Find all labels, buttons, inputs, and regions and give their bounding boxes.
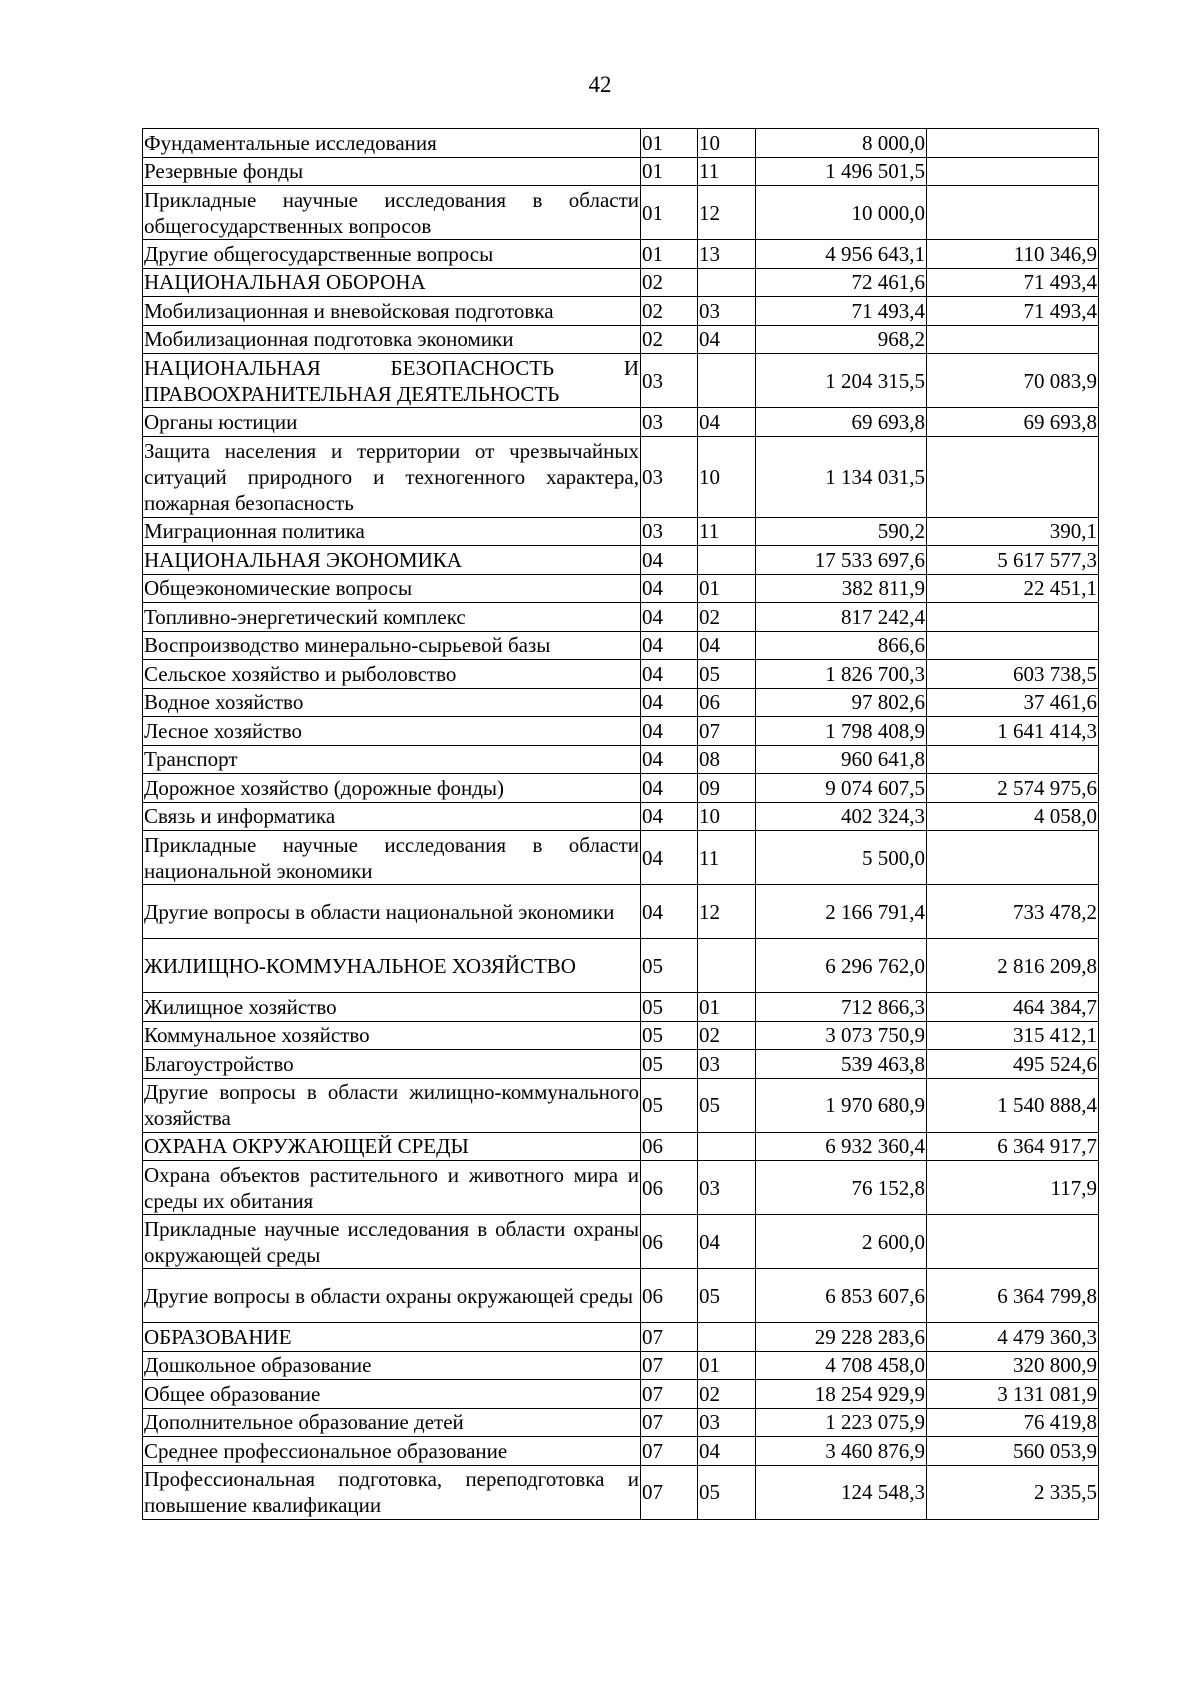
row-name-cell: Благоустройство — [143, 1050, 641, 1079]
section-code-cell: 07 — [641, 1380, 698, 1409]
subsection-code-cell: 04 — [698, 325, 756, 354]
section-code-cell: 03 — [641, 354, 698, 408]
section-code-cell: 01 — [641, 240, 698, 269]
sub-amount-cell: 320 800,9 — [927, 1351, 1099, 1380]
total-amount-cell: 9 074 607,5 — [756, 774, 927, 803]
table-row — [143, 1351, 1099, 1380]
subsection-code-cell: 10 — [698, 129, 756, 158]
section-code-cell: 06 — [641, 1269, 698, 1323]
subsection-code-cell: 05 — [698, 1269, 756, 1323]
section-code-cell: 01 — [641, 129, 698, 158]
section-code-cell: 06 — [641, 1161, 698, 1215]
row-name-cell: Защита населения и территории от чрезвычайных ситуаций природного и техногенного характера, пожарная безопасность — [143, 436, 641, 517]
subsection-code-cell: 10 — [698, 436, 756, 517]
subsection-code-cell: 03 — [698, 1050, 756, 1079]
table-row — [143, 688, 1099, 717]
total-amount-cell: 866,6 — [756, 631, 927, 660]
table-row — [143, 546, 1099, 575]
total-amount-cell: 124 548,3 — [756, 1465, 927, 1519]
total-amount-cell: 10 000,0 — [756, 186, 927, 240]
total-amount-cell: 97 802,6 — [756, 688, 927, 717]
table-row — [143, 1408, 1099, 1437]
section-code-cell: 06 — [641, 1215, 698, 1269]
total-amount-cell: 2 600,0 — [756, 1215, 927, 1269]
table-row — [143, 631, 1099, 660]
sub-amount-cell: 733 478,2 — [927, 885, 1099, 939]
row-name-cell: ЖИЛИЩНО-КОММУНАЛЬНОЕ ХОЗЯЙСТВО — [143, 939, 641, 993]
row-name-cell: Водное хозяйство — [143, 688, 641, 717]
sub-amount-cell: 603 738,5 — [927, 660, 1099, 689]
section-code-cell: 07 — [641, 1408, 698, 1437]
table-row — [143, 240, 1099, 269]
subsection-code-cell: 06 — [698, 688, 756, 717]
sub-amount-cell — [927, 325, 1099, 354]
total-amount-cell: 6 296 762,0 — [756, 939, 927, 993]
total-amount-cell: 6 853 607,6 — [756, 1269, 927, 1323]
sub-amount-cell: 110 346,9 — [927, 240, 1099, 269]
sub-amount-cell: 315 412,1 — [927, 1021, 1099, 1050]
table-row — [143, 660, 1099, 689]
subsection-code-cell — [698, 939, 756, 993]
row-name-cell: Сельское хозяйство и рыболовство — [143, 660, 641, 689]
table-row — [143, 297, 1099, 326]
sub-amount-cell: 560 053,9 — [927, 1437, 1099, 1466]
table-row — [143, 1380, 1099, 1409]
sub-amount-cell — [927, 1215, 1099, 1269]
sub-amount-cell — [927, 745, 1099, 774]
row-name-cell: Связь и информатика — [143, 802, 641, 831]
row-name-cell: Профессиональная подготовка, переподготовка и повышение квалификации — [144, 1467, 639, 1517]
row-name-cell: Фундаментальные исследования — [143, 129, 641, 158]
row-name-cell: Органы юстиции — [143, 408, 641, 437]
total-amount-cell: 4 956 643,1 — [756, 240, 927, 269]
sub-amount-cell: 69 693,8 — [927, 408, 1099, 437]
table-row — [143, 354, 1099, 408]
table-row — [143, 1050, 1099, 1079]
total-amount-cell: 71 493,4 — [756, 297, 927, 326]
section-code-cell: 07 — [641, 1437, 698, 1466]
subsection-code-cell: 10 — [698, 802, 756, 831]
section-code-cell: 04 — [641, 660, 698, 689]
total-amount-cell: 960 641,8 — [756, 745, 927, 774]
sub-amount-cell: 1 641 414,3 — [927, 717, 1099, 746]
table-row — [143, 268, 1099, 297]
row-name-cell: Общее образование — [143, 1380, 641, 1409]
total-amount-cell: 29 228 283,6 — [756, 1323, 927, 1352]
row-name-cell: Охрана объектов растительного и животного мира и среды их обитания — [144, 1162, 639, 1213]
table-row — [143, 1132, 1099, 1161]
total-amount-cell: 539 463,8 — [756, 1050, 927, 1079]
row-name-cell: НАЦИОНАЛЬНАЯ БЕЗОПАСНОСТЬ И ПРАВООХРАНИТЕЛЬНАЯ ДЕЯТЕЛЬНОСТЬ — [144, 355, 639, 406]
sub-amount-cell: 5 617 577,3 — [927, 546, 1099, 575]
section-code-cell: 03 — [641, 517, 698, 546]
table-row — [143, 408, 1099, 437]
sub-amount-cell: 2 574 975,6 — [927, 774, 1099, 803]
table-row — [143, 885, 1099, 939]
row-name-cell: Другие общегосударственные вопросы — [143, 240, 641, 269]
section-code-cell: 03 — [641, 408, 698, 437]
subsection-code-cell: 11 — [698, 517, 756, 546]
section-code-cell: 04 — [641, 631, 698, 660]
table-row — [143, 745, 1099, 774]
total-amount-cell: 1 134 031,5 — [756, 436, 927, 517]
subsection-code-cell: 04 — [698, 408, 756, 437]
budget-table-body — [143, 129, 1099, 1520]
table-row — [143, 603, 1099, 632]
table-row — [143, 129, 1099, 158]
table-row — [143, 325, 1099, 354]
sub-amount-cell: 76 419,8 — [927, 1408, 1099, 1437]
sub-amount-cell: 2 816 209,8 — [927, 939, 1099, 993]
row-name-cell: Дополнительное образование детей — [143, 1408, 641, 1437]
subsection-code-cell: 03 — [698, 1408, 756, 1437]
budget-table — [142, 128, 1099, 1520]
row-name-cell: Прикладные научные исследования в области национальной экономики — [144, 832, 639, 883]
sub-amount-cell — [927, 186, 1099, 240]
section-code-cell: 05 — [641, 1078, 698, 1132]
row-name-cell: Дошкольное образование — [143, 1351, 641, 1380]
subsection-code-cell — [698, 1132, 756, 1161]
total-amount-cell: 590,2 — [756, 517, 927, 546]
sub-amount-cell: 495 524,6 — [927, 1050, 1099, 1079]
subsection-code-cell: 01 — [698, 574, 756, 603]
total-amount-cell: 1 204 315,5 — [756, 354, 927, 408]
sub-amount-cell: 4 058,0 — [927, 802, 1099, 831]
row-name-cell: Мобилизационная подготовка экономики — [143, 325, 641, 354]
subsection-code-cell — [698, 268, 756, 297]
total-amount-cell: 968,2 — [756, 325, 927, 354]
section-code-cell: 07 — [641, 1323, 698, 1352]
row-name-cell: НАЦИОНАЛЬНАЯ ЭКОНОМИКА — [143, 546, 641, 575]
sub-amount-cell — [927, 603, 1099, 632]
row-name-cell: Другие вопросы в области национальной экономики — [143, 885, 641, 939]
section-code-cell: 07 — [641, 1465, 698, 1519]
sub-amount-cell — [927, 129, 1099, 158]
section-code-cell: 04 — [641, 885, 698, 939]
subsection-code-cell: 12 — [698, 885, 756, 939]
sub-amount-cell: 390,1 — [927, 517, 1099, 546]
subsection-code-cell: 13 — [698, 240, 756, 269]
subsection-code-cell: 01 — [698, 1351, 756, 1380]
row-name-cell: ОХРАНА ОКРУЖАЮЩЕЙ СРЕДЫ — [143, 1132, 641, 1161]
subsection-code-cell: 04 — [698, 631, 756, 660]
row-name-cell: Лесное хозяйство — [143, 717, 641, 746]
table-row — [143, 1215, 1099, 1269]
subsection-code-cell: 04 — [698, 1215, 756, 1269]
subsection-code-cell — [698, 1323, 756, 1352]
page-number: 42 — [588, 72, 612, 97]
row-name-cell: Другие вопросы в области охраны окружающей среды — [143, 1269, 641, 1323]
table-row — [143, 186, 1099, 240]
subsection-code-cell — [698, 546, 756, 575]
row-name-cell: Мобилизационная и вневойсковая подготовка — [143, 297, 641, 326]
row-name-cell: ОБРАЗОВАНИЕ — [143, 1323, 641, 1352]
row-name-cell: Миграционная политика — [143, 517, 641, 546]
total-amount-cell: 17 533 697,6 — [756, 546, 927, 575]
sub-amount-cell: 6 364 917,7 — [927, 1132, 1099, 1161]
section-code-cell: 04 — [641, 802, 698, 831]
section-code-cell: 03 — [641, 436, 698, 517]
section-code-cell: 05 — [641, 1050, 698, 1079]
section-code-cell: 04 — [641, 688, 698, 717]
row-name-cell: Прикладные научные исследования в области общегосударственных вопросов — [144, 187, 639, 238]
sub-amount-cell: 37 461,6 — [927, 688, 1099, 717]
sub-amount-cell: 70 083,9 — [927, 354, 1099, 408]
sub-amount-cell: 117,9 — [927, 1161, 1099, 1215]
total-amount-cell: 1 798 408,9 — [756, 717, 927, 746]
subsection-code-cell: 07 — [698, 717, 756, 746]
table-row — [143, 1269, 1099, 1323]
subsection-code-cell: 03 — [698, 297, 756, 326]
section-code-cell: 02 — [641, 297, 698, 326]
total-amount-cell: 18 254 929,9 — [756, 1380, 927, 1409]
subsection-code-cell: 02 — [698, 1380, 756, 1409]
section-code-cell: 01 — [641, 186, 698, 240]
table-row — [143, 157, 1099, 186]
total-amount-cell: 8 000,0 — [756, 129, 927, 158]
subsection-code-cell: 05 — [698, 1465, 756, 1519]
sub-amount-cell: 464 384,7 — [927, 993, 1099, 1022]
sub-amount-cell — [927, 436, 1099, 517]
section-code-cell: 04 — [641, 546, 698, 575]
sub-amount-cell — [927, 157, 1099, 186]
total-amount-cell: 3 073 750,9 — [756, 1021, 927, 1050]
table-row — [143, 574, 1099, 603]
section-code-cell: 04 — [641, 745, 698, 774]
subsection-code-cell: 09 — [698, 774, 756, 803]
section-code-cell: 05 — [641, 939, 698, 993]
row-name-cell: Прикладные научные исследования в области охраны окружающей среды — [144, 1216, 639, 1267]
section-code-cell: 06 — [641, 1132, 698, 1161]
table-row — [143, 993, 1099, 1022]
section-code-cell: 02 — [641, 325, 698, 354]
subsection-code-cell: 05 — [698, 660, 756, 689]
total-amount-cell: 1 496 501,5 — [756, 157, 927, 186]
section-code-cell: 04 — [641, 717, 698, 746]
subsection-code-cell: 02 — [698, 603, 756, 632]
section-code-cell: 04 — [641, 774, 698, 803]
subsection-code-cell: 11 — [698, 831, 756, 885]
total-amount-cell: 1 826 700,3 — [756, 660, 927, 689]
total-amount-cell: 3 460 876,9 — [756, 1437, 927, 1466]
section-code-cell: 04 — [641, 831, 698, 885]
table-row — [143, 1078, 1099, 1132]
row-name-cell: Воспроизводство минерально-сырьевой базы — [143, 631, 641, 660]
section-code-cell: 05 — [641, 993, 698, 1022]
total-amount-cell: 402 324,3 — [756, 802, 927, 831]
sub-amount-cell: 4 479 360,3 — [927, 1323, 1099, 1352]
subsection-code-cell: 04 — [698, 1437, 756, 1466]
table-row — [143, 1323, 1099, 1352]
sub-amount-cell — [927, 831, 1099, 885]
subsection-code-cell: 11 — [698, 157, 756, 186]
total-amount-cell: 1 970 680,9 — [756, 1078, 927, 1132]
table-row — [143, 831, 1099, 885]
section-code-cell: 04 — [641, 574, 698, 603]
total-amount-cell: 5 500,0 — [756, 831, 927, 885]
sub-amount-cell: 3 131 081,9 — [927, 1380, 1099, 1409]
total-amount-cell: 6 932 360,4 — [756, 1132, 927, 1161]
row-name-cell: Другие вопросы в области жилищно-коммунального хозяйства — [144, 1080, 639, 1130]
section-code-cell: 01 — [641, 157, 698, 186]
table-row — [143, 1465, 1099, 1519]
total-amount-cell: 76 152,8 — [756, 1161, 927, 1215]
subsection-code-cell: 08 — [698, 745, 756, 774]
total-amount-cell: 1 223 075,9 — [756, 1408, 927, 1437]
table-row — [143, 1021, 1099, 1050]
table-row — [143, 436, 1099, 517]
total-amount-cell: 817 242,4 — [756, 603, 927, 632]
sub-amount-cell: 1 540 888,4 — [927, 1078, 1099, 1132]
sub-amount-cell: 22 451,1 — [927, 574, 1099, 603]
table-row — [143, 774, 1099, 803]
total-amount-cell: 382 811,9 — [756, 574, 927, 603]
table-row — [143, 517, 1099, 546]
table-row — [143, 1161, 1099, 1215]
row-name-cell: Резервные фонды — [143, 157, 641, 186]
subsection-code-cell — [698, 354, 756, 408]
row-name-cell: НАЦИОНАЛЬНАЯ ОБОРОНА — [143, 268, 641, 297]
row-name-cell: Топливно-энергетический комплекс — [143, 603, 641, 632]
total-amount-cell: 712 866,3 — [756, 993, 927, 1022]
row-name-cell: Коммунальное хозяйство — [143, 1021, 641, 1050]
sub-amount-cell — [927, 631, 1099, 660]
section-code-cell: 04 — [641, 603, 698, 632]
table-row — [143, 1437, 1099, 1466]
row-name-cell: Дорожное хозяйство (дорожные фонды) — [143, 774, 641, 803]
table-row — [143, 802, 1099, 831]
subsection-code-cell: 05 — [698, 1078, 756, 1132]
subsection-code-cell: 02 — [698, 1021, 756, 1050]
row-name-cell: Транспорт — [143, 745, 641, 774]
sub-amount-cell: 2 335,5 — [927, 1465, 1099, 1519]
total-amount-cell: 69 693,8 — [756, 408, 927, 437]
section-code-cell: 02 — [641, 268, 698, 297]
row-name-cell: Жилищное хозяйство — [143, 993, 641, 1022]
total-amount-cell: 2 166 791,4 — [756, 885, 927, 939]
row-name-cell: Общеэкономические вопросы — [143, 574, 641, 603]
subsection-code-cell: 03 — [698, 1161, 756, 1215]
subsection-code-cell: 12 — [698, 186, 756, 240]
sub-amount-cell: 6 364 799,8 — [927, 1269, 1099, 1323]
total-amount-cell: 72 461,6 — [756, 268, 927, 297]
section-code-cell: 07 — [641, 1351, 698, 1380]
total-amount-cell: 4 708 458,0 — [756, 1351, 927, 1380]
table-row — [143, 939, 1099, 993]
subsection-code-cell: 01 — [698, 993, 756, 1022]
sub-amount-cell: 71 493,4 — [927, 268, 1099, 297]
table-row — [143, 717, 1099, 746]
section-code-cell: 05 — [641, 1021, 698, 1050]
row-name-cell: Среднее профессиональное образование — [143, 1437, 641, 1466]
sub-amount-cell: 71 493,4 — [927, 297, 1099, 326]
